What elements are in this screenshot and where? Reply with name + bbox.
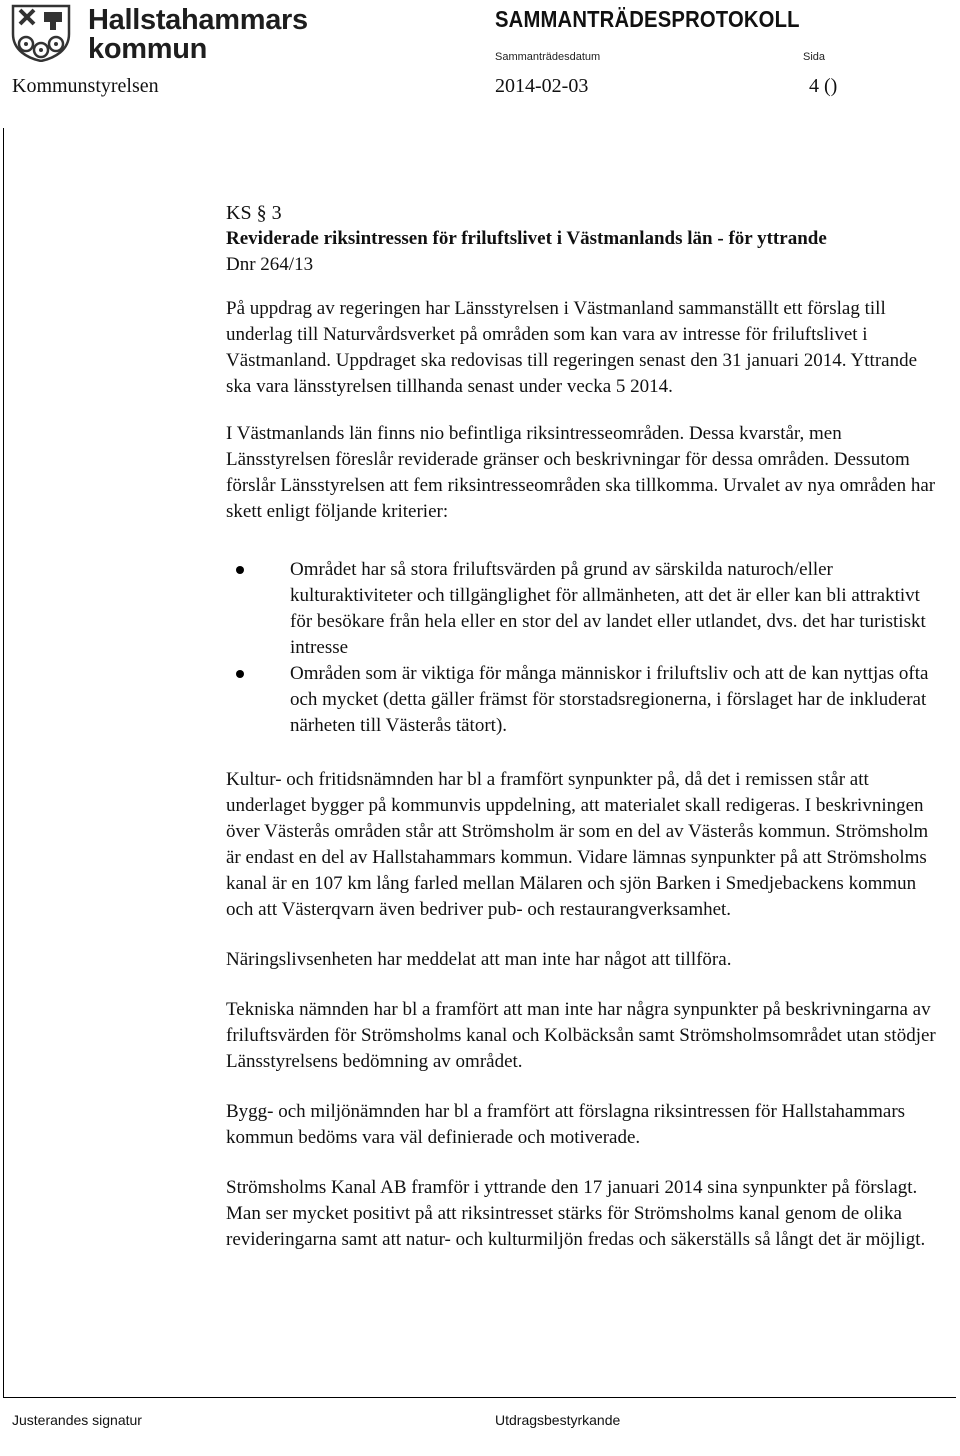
section-number: KS § 3 xyxy=(226,202,282,224)
list-item-text: Området har så stora friluftsvärden på grund av särskilda naturoch/eller kulturaktiviteter och tillgänglighet för allmänheten, att det är eller kan bli attraktivt för besökare från hela eller en stor del av landet eller utlandet, dvs. det har turistiskt intresse xyxy=(290,559,926,658)
paragraph: Tekniska nämnden har bl a framfört att man inte har några synpunkter på beskrivningarna av friluftsvärden för Strömsholms kanal och Kolbäcksån samt Strömsholmsområdet utan stödjer Länsstyrelsens bedömning av området. xyxy=(226,999,936,1072)
criteria-list xyxy=(226,557,942,739)
paragraph: Kultur- och fritidsnämnden har bl a framfört synpunkter på, då det i remissen står att underlaget bygger på kommunvis uppdelning, att materialet skall redigeras. I beskrivningen över Västerås områden står att Strömsholm är som en del av Västerås kommun. Strömsholm är endast en del av Hallstahammars kommun. Vidare lämnas synpunkter på att Strömsholms kanal är en 107 km lång farled mellan Mälaren och sjön Barken i Smedjebackens kommun och att Västerqvarn även bedriver pub- och restaurangverksamhet. xyxy=(226,769,929,920)
list-item xyxy=(226,661,942,739)
paragraph: På uppdrag av regeringen har Länsstyrelsen i Västmanland sammanställt ett förslag till underlag till Naturvårdsverket på områden som kan vara av intresse för friluftslivet i Västmanland. Uppdraget ska redovisas till regeringen senast den 31 januari 2014. Yttrande ska vara länsstyrelsen tillhanda senast under vecka 5 2014. xyxy=(226,298,918,397)
meeting-date: 2014-02-03 xyxy=(495,75,589,97)
signature-label: Justerandes signatur xyxy=(12,1412,142,1428)
protocol-body xyxy=(226,200,942,1253)
paragraph: I Västmanlands län finns nio befintliga riksintresseområden. Dessa kvarstår, men Länsstyrelsen föreslår reviderade gränser och beskrivningar för dessa områden. Dessutom förslår Länsstyrelsen att fem riksintresseområden ska tillkomma. Urvalet av nya områden har skett enligt följande kriterier: xyxy=(226,423,936,522)
bullet-icon xyxy=(236,670,244,678)
committee-name: Kommunstyrelsen xyxy=(12,75,159,97)
municipality-logo xyxy=(10,4,308,65)
meeting-date-label: Sammanträdesdatum xyxy=(495,51,601,63)
item-title: Reviderade riksintressen för friluftslivet i Västmanlands län - för yttrande xyxy=(226,228,827,249)
bullet-icon xyxy=(236,566,244,574)
page-number: 4 () xyxy=(809,75,838,97)
document-title: SAMMANTRÄDESPROTOKOLL xyxy=(495,6,800,32)
page-label: Sida xyxy=(803,51,826,63)
coat-of-arms-icon xyxy=(10,4,72,62)
logo-wordmark xyxy=(88,6,308,64)
margin-rule xyxy=(3,128,4,1398)
list-item-text: Områden som är viktiga för många människor i friluftsliv och att de kan nyttjas ofta och mycket (detta gäller främst för storstadsregionerna, i förslaget har de inkluderat närheten till Västerås tätort). xyxy=(290,663,929,736)
paragraph: Strömsholms Kanal AB framför i yttrande den 17 januari 2014 sina synpunkter på förslagt. Man ser mycket positivt på att riksintresset stärks för Strömsholms kanal genom de olika revideringarna samt att natur- och kulturmiljön fredas och säkerställs så långt det är möjligt. xyxy=(226,1177,926,1250)
paragraph: Näringslivsenheten har meddelat att man inte har något att tillföra. xyxy=(226,949,732,970)
reference-number: Dnr 264/13 xyxy=(226,254,314,275)
footer-rule xyxy=(3,1397,956,1398)
list-item xyxy=(226,557,942,661)
logo-line-1: Hallstahammars xyxy=(88,4,308,36)
certificate-label: Utdragsbestyrkande xyxy=(495,1412,621,1428)
logo-line-2: kommun xyxy=(88,33,208,65)
paragraph: Bygg- och miljönämnden har bl a framfört att förslagna riksintressen för Hallstahammars kommun bedöms vara väl definierade och motiverade. xyxy=(226,1101,906,1148)
